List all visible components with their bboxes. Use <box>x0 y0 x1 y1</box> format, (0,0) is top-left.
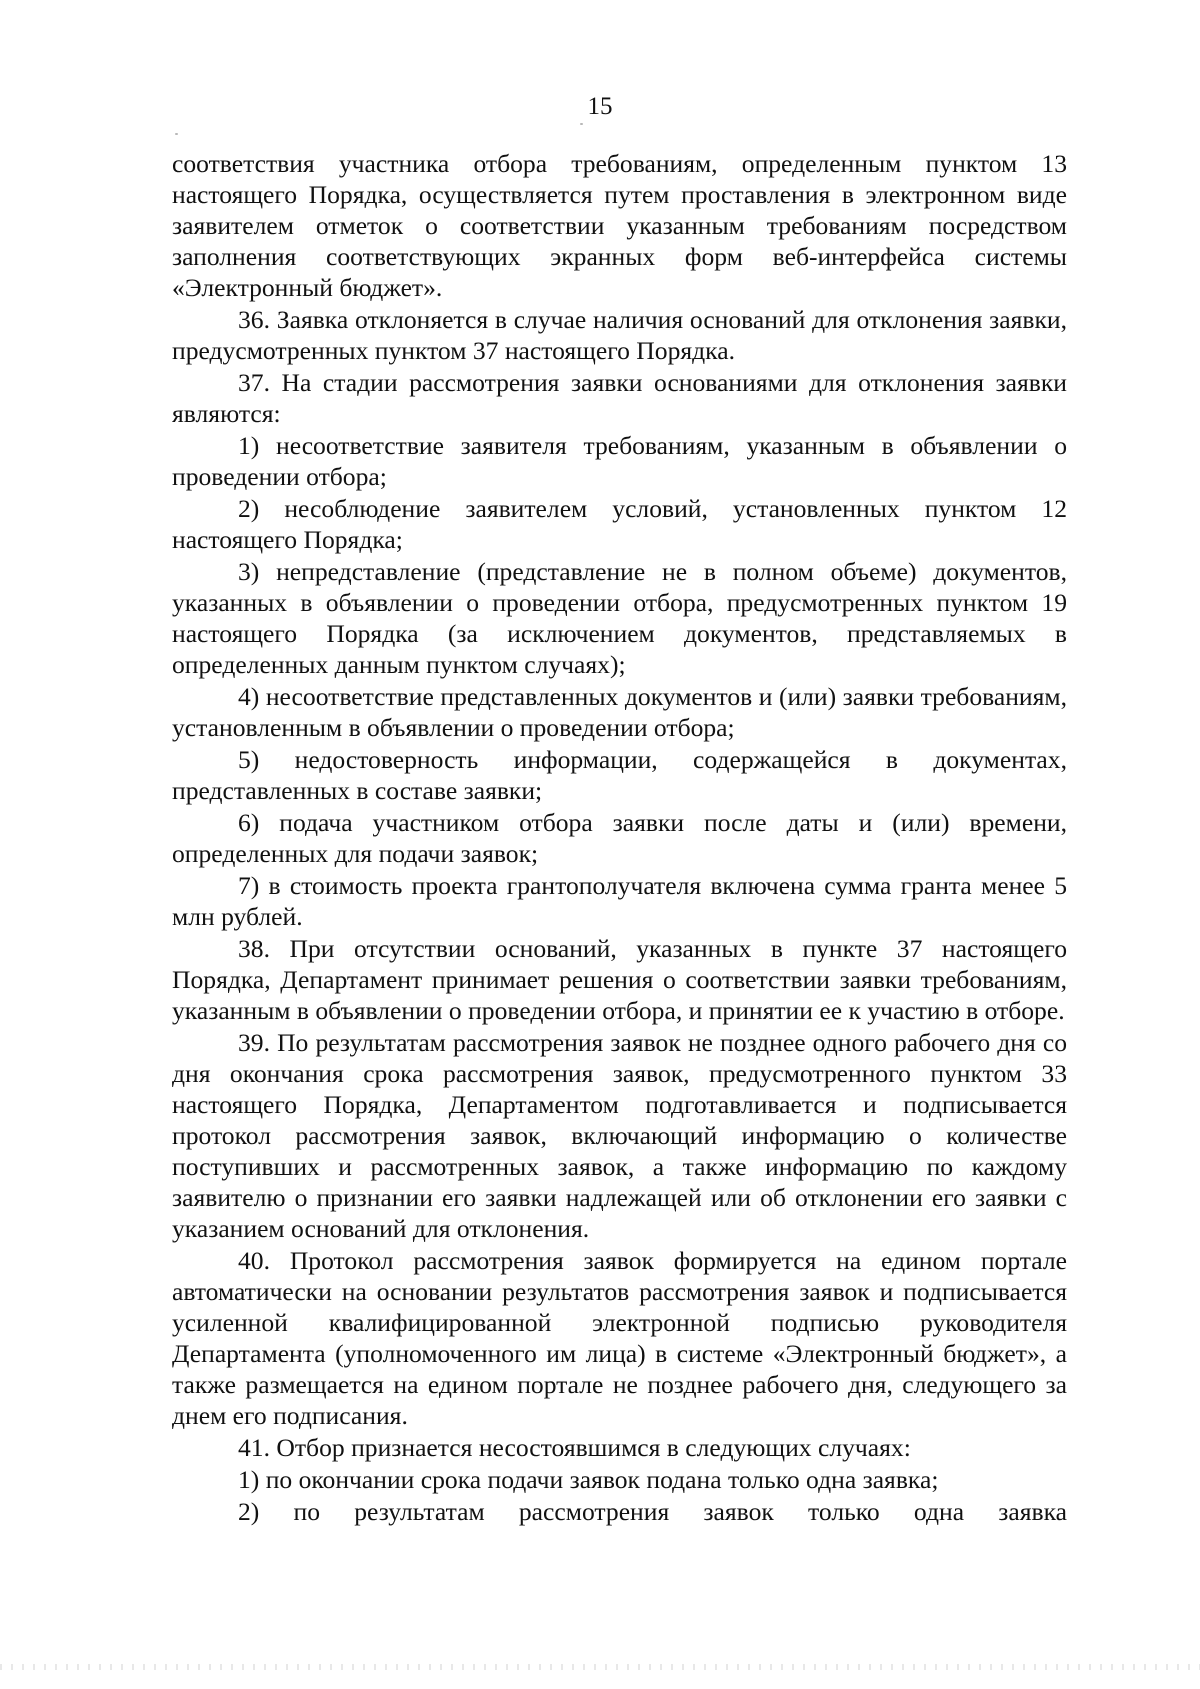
list-item-41-1: 1) по окончании срока подачи заявок подана только одна заявка; <box>238 1465 939 1494</box>
list-item-37-3: 3) непредставление (представление не в полном объеме) документов, указанных в объявлении о проведении отбора, предусмотренных пунктом 19 настоящего Порядка (за исключением документов, представляемых в определенных данным пунктом случаях); <box>172 557 1067 679</box>
scan-edge-noise <box>0 1664 1200 1670</box>
paragraph-38: 38. При отсутствии оснований, указанных в пункте 37 настоящего Порядка, Департамент принимает решения о соответствии заявки требованиям, указанным в объявлении о проведении отбора, и принятии ее к участию в отборе. <box>172 934 1067 1025</box>
list-item-37-4: 4) несоответствие представленных документов и (или) заявки требованиям, установленным в объявлении о проведении отбора; <box>172 682 1067 742</box>
list-item-37-6: 6) подача участником отбора заявки после даты и (или) времени, определенных для подачи заявок; <box>172 808 1067 868</box>
document-body <box>172 148 1067 1528</box>
scan-speck <box>580 123 583 125</box>
list-item-37-1: 1) несоответствие заявителя требованиям, указанным в объявлении о проведении отбора; <box>172 431 1067 491</box>
list-item-37-5: 5) недостоверность информации, содержащейся в документах, представленных в составе заявки; <box>172 745 1067 805</box>
paragraph-39: 39. По результатам рассмотрения заявок не позднее одного рабочего дня со дня окончания срока рассмотрения заявок, предусмотренного пунктом 33 настоящего Порядка, Департаментом подготавливается и подписывается протокол рассмотрения заявок, включающий информацию о количестве поступивших и рассмотренных заявок, а также информацию по каждому заявителю о признании его заявки надлежащей или об отклонении его заявки с указанием оснований для отклонения. <box>172 1028 1067 1243</box>
paragraph-36: 36. Заявка отклоняется в случае наличия оснований для отклонения заявки, предусмотренных пунктом 37 настоящего Порядка. <box>172 305 1067 365</box>
list-item-37-2: 2) несоблюдение заявителем условий, установленных пунктом 12 настоящего Порядка; <box>172 494 1067 554</box>
paragraph-40: 40. Протокол рассмотрения заявок формируется на едином портале автоматически на основании результатов рассмотрения заявок и подписывается усиленной квалифицированной электронной подписью руководителя Департамента (уполномоченного им лица) в системе «Электронный бюджет», а также размещается на едином портале не позднее рабочего дня, следующего за днем его подписания. <box>172 1246 1067 1430</box>
list-item-41-2: 2) по результатам рассмотрения заявок только одна заявка <box>238 1497 1067 1526</box>
list-item-37-7: 7) в стоимость проекта грантополучателя включена сумма гранта менее 5 млн рублей. <box>172 871 1067 931</box>
paragraph-41: 41. Отбор признается несостоявшимся в следующих случаях: <box>238 1433 911 1462</box>
scan-speck <box>175 133 178 135</box>
page-number: 15 <box>587 93 613 120</box>
paragraph-37: 37. На стадии рассмотрения заявки основаниями для отклонения заявки являются: <box>172 368 1067 428</box>
paragraph-continuation: соответствия участника отбора требованиям, определенным пунктом 13 настоящего Порядка, осуществляется путем проставления в электронном виде заявителем отметок о соответствии указанным требованиям посредством заполнения соответствующих экранных форм веб-интерфейса системы «Электронный бюджет». <box>172 149 1067 302</box>
